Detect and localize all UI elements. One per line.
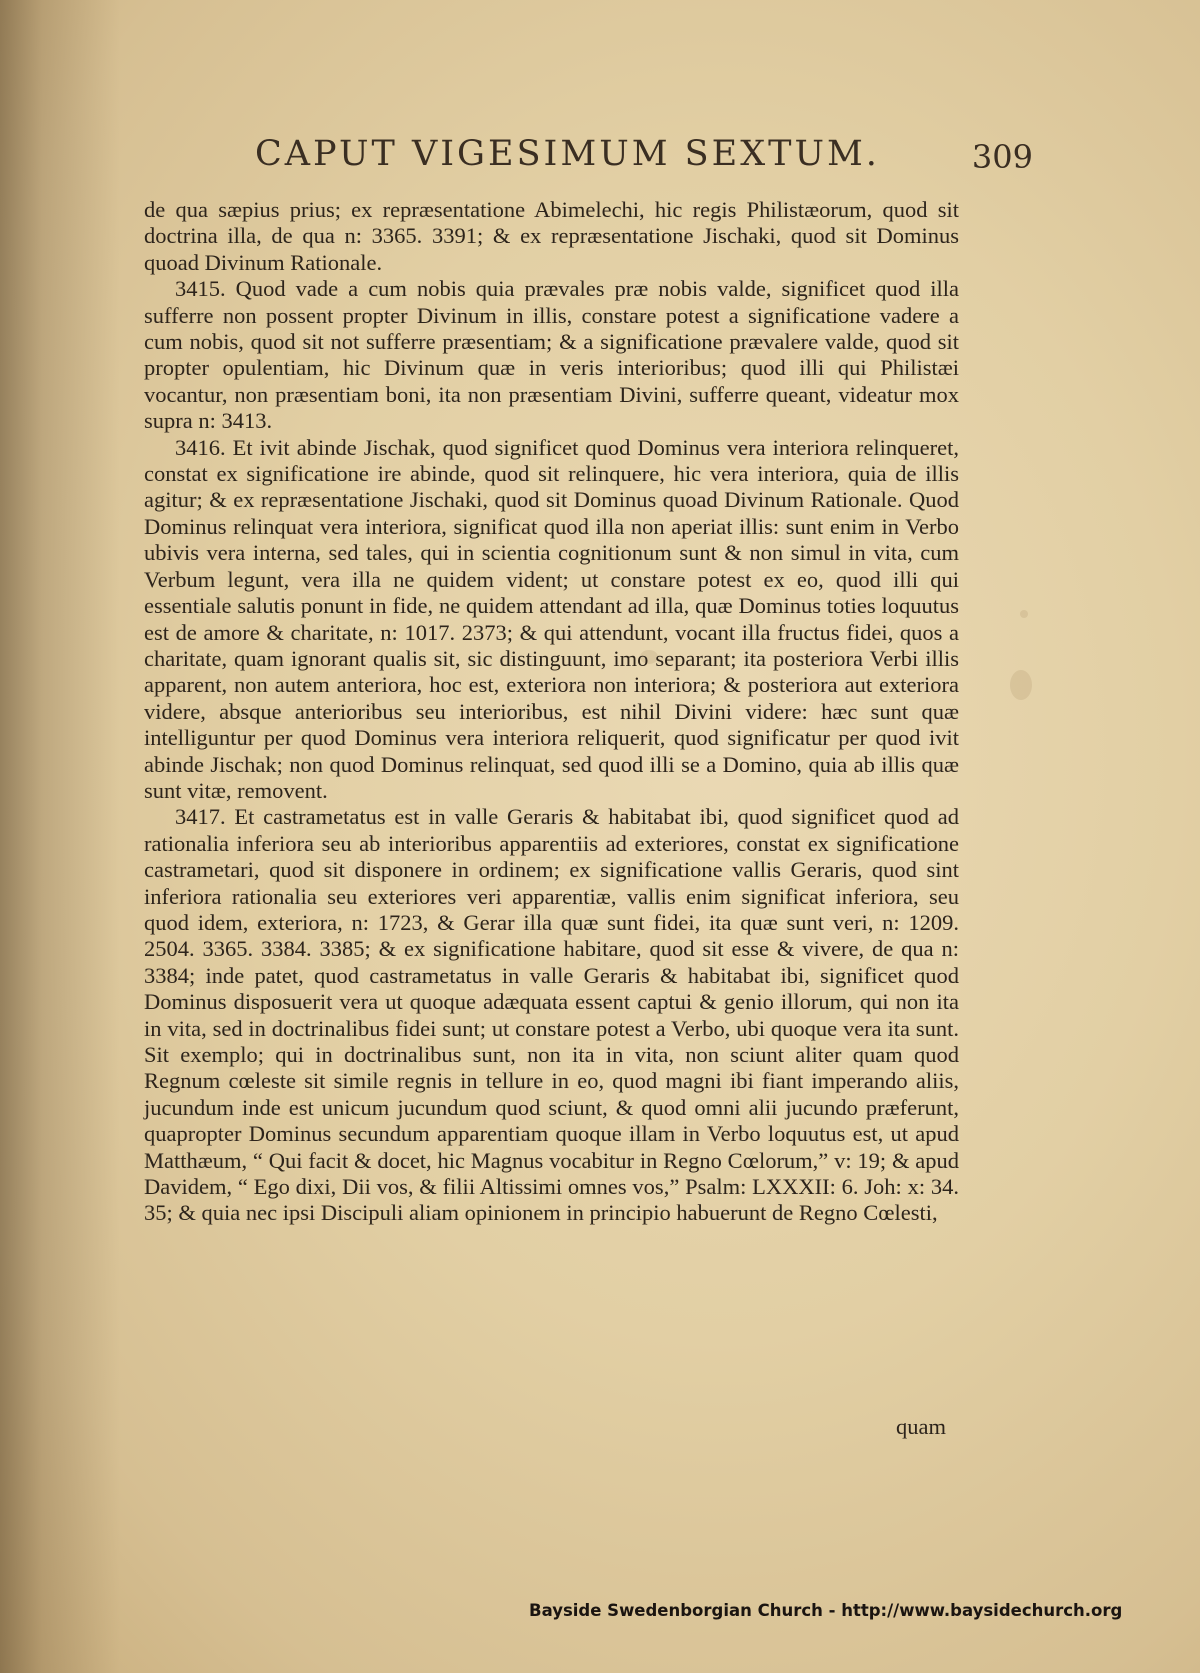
watermark-text: Bayside Swedenborgian Church - http://www.baysidechurch.org	[529, 1601, 1123, 1620]
paragraph-3417: 3417. Et castrametatus est in valle Geraris & habitabat ibi, quod significet quod ad rationalia inferiora seu ab interioribus apparentiis ad exteriores, constat ex significatione castrametari, quod sit disponere in ordinem; ex significatione vallis Geraris, quod sint inferiora rationalia seu exteriores veri apparentiæ, vallis enim significat inferiora, seu quod idem, exteriora, n: 1723, & Gerar illa quæ sunt fidei, ita quæ sunt veri, n: 1209. 2504. 3365. 3384. 3385; & ex significatione habitare, quod sit esse & vivere, de qua n: 3384; inde patet, quod castrametatus in valle Geraris & habitabat ibi, significet quod Dominus disposuerit vera ut quoque adæquata essent captui & genio illorum, qui non ita in vita, sed in doctrinalibus fidei sunt; ut constare potest a Verbo, ubi quoque vera ita sunt. Sit exemplo; qui in doctrinalibus sunt, non ita in vita, non sciunt aliter quam quod Regnum cœleste sit simile regnis in tellure in eo, quod magni ibi fiant imperando aliis, jucundum inde est unicum jucundum quod sciunt, & quod omni alii jucundo præferunt, quapropter Dominus secundum apparentiam quoque illam in Verbo loquutus est, ut apud Matthæum, “ Qui facit & docet, hic Magnus vocabitur in Regno Cœlorum,” v: 19; & apud Davidem, “ Ego dixi, Dii vos, & filii Altissimi omnes vos,” Psalm: LXXXII: 6. Joh: x: 34. 35; & quia nec ipsi Discipuli aliam opinionem in principio habuerunt de Regno Cœlesti,	[144, 804, 959, 1226]
running-head	[255, 128, 1085, 188]
foxing-spot	[1010, 670, 1032, 700]
chapter-title: CAPUT VIGESIMUM SEXTUM.	[255, 134, 880, 174]
paragraph-3416: 3416. Et ivit abinde Jischak, quod significet quod Dominus vera interiora relinqueret, constat ex significatione ire abinde, quod sit relinquere, hic vera interiora, quia de illis agitur; & ex repræsentatione Jischaki, quod sit Dominus quoad Divinum Rationale. Quod Dominus relinquat vera interiora, significat quod illa non aperiat illis: sunt enim in Verbo ubivis vera interna, sed tales, qui in scientia cognitionum sunt & non simul in vita, cum Verbum legunt, vera illa ne quidem vident; ut constare potest ex eo, quod illi qui essentiale salutis ponunt in fide, ne quidem attendant ad illa, quæ Dominus toties loquutus est de amore & charitate, n: 1017. 2373; & qui attendunt, vocant illa fructus fidei, quos a charitate, quam ignorant qualis sit, sic distinguunt, imo separant; ita posteriora Verbi illis apparent, non autem anteriora, hoc est, exteriora non interiora; & posteriora aut exteriora videre, absque anterioribus seu interioribus, est nihil Divini videre: hæc sunt quæ intelliguntur per quod Dominus vera interiora reliquerit, quod significatur per quod ivit abinde Jischak; non quod Dominus relinquat, sed quod illi se a Domino, quia ab illis quæ sunt vitæ, removent.	[144, 434, 959, 803]
foxing-spot	[1020, 610, 1028, 618]
body-text	[144, 197, 959, 1227]
paragraph-continuation: de qua sæpius prius; ex repræsentatione Abimelechi, hic regis Philistæorum, quod sit doctrina illa, de qua n: 3365. 3391; & ex repræsentatione Jischaki, quod sit Dominus quoad Divinum Rationale.	[144, 197, 959, 275]
page-number: 309	[971, 138, 1033, 176]
catchword: quam	[896, 1414, 946, 1439]
paragraph-3415: 3415. Quod vade a cum nobis quia prævales præ nobis valde, significet quod illa sufferre non possent propter Divinum in illis, constare potest a significatione vadere a cum nobis, quod sit not sufferre præsentiam; & a significatione prævalere valde, quod sit propter opulentiam, hic Divinum quæ in veris interioribus; quod illi qui Philistæi vocantur, non præsentiam boni, ita non præsentiam Divini, sufferre queant, videatur mox supra n: 3413.	[144, 276, 959, 434]
gutter-shadow	[0, 0, 120, 1673]
